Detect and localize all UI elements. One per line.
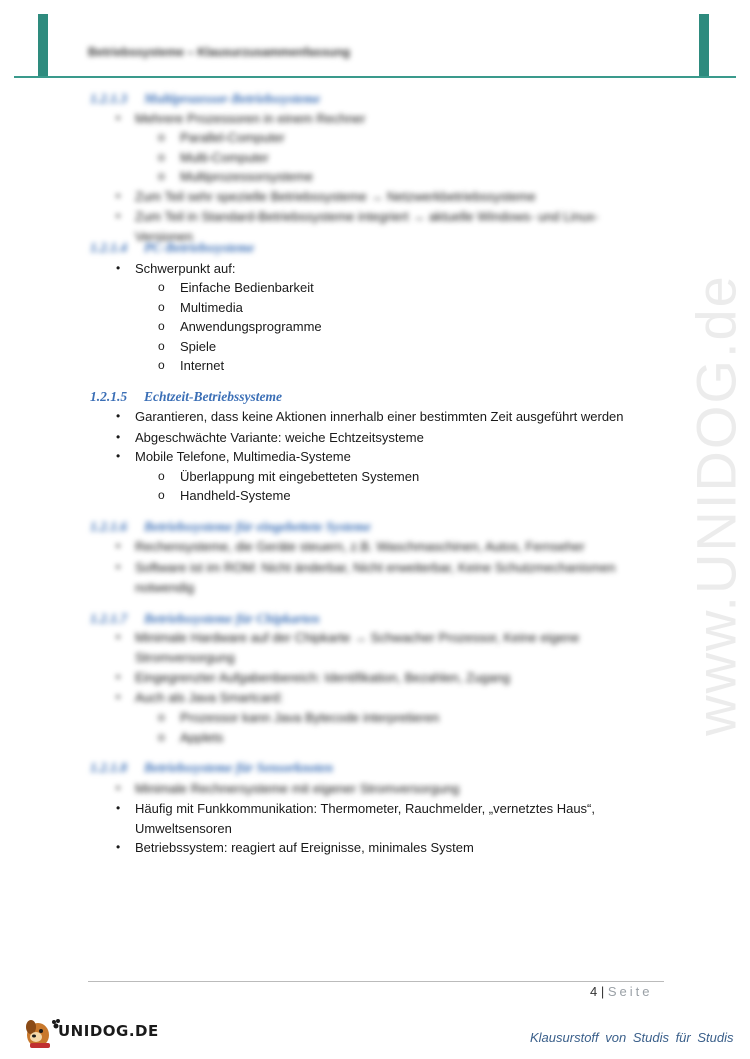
list-item: Häufig mit Funkkommunikation: Thermometer, Rauchmelder, „vernetztes Haus“, Umweltsensoren: [135, 801, 595, 836]
list-item: Einfache Bedienbarkeit: [180, 280, 314, 295]
bullet-icon: •: [116, 630, 121, 644]
list-item: Schwerpunkt auf:: [135, 261, 236, 276]
list-item: Minimale Rechnersysteme mit eigener Stromversorgung: [135, 781, 460, 796]
section-number: 1.2.1.7: [90, 611, 128, 626]
bullet-icon: •: [116, 189, 121, 203]
bullet-icon: •: [116, 261, 121, 275]
list-item: Betriebssystem: reagiert auf Ereignisse, minimales System: [135, 840, 474, 855]
header-accent-bar-right: [699, 14, 709, 78]
section-heading: [90, 240, 254, 256]
bullet-icon: •: [116, 209, 121, 223]
list-item: Parallel-Computer: [180, 130, 285, 145]
circle-bullet-icon: o: [158, 319, 165, 333]
page-number: [590, 984, 653, 999]
list-item: Anwendungsprogramme: [180, 319, 322, 334]
page-header-title: Betriebssysteme – Klausurzusammenfassung: [88, 45, 351, 59]
section-heading: [90, 611, 320, 627]
circle-bullet-icon: o: [158, 280, 165, 294]
list-item: Multi-Computer: [180, 150, 269, 165]
page-word: Seite: [607, 984, 653, 999]
circle-bullet-icon: o: [158, 710, 165, 724]
list-item: Software ist im ROM: Nicht änderbar, Nicht erweiterbar, Keine Schutzmechanismen notwendig: [135, 560, 616, 595]
list-item: Zum Teil sehr spezielle Betriebssysteme → Netzwerkbetriebssysteme: [135, 189, 536, 204]
list-item: Applets: [180, 730, 224, 745]
bullet-icon: •: [116, 840, 121, 854]
bullet-icon: •: [116, 690, 121, 704]
section-number: 1.2.1.8: [90, 760, 128, 775]
section-title: Betriebssysteme für Sensorknoten: [144, 760, 334, 775]
list-item: Internet: [180, 358, 225, 373]
circle-bullet-icon: o: [158, 130, 165, 144]
list-item: Minimale Hardware auf der Chipkarte → Schwacher Prozessor, Keine eigene Stromversorgung: [135, 630, 580, 665]
list-item: Mobile Telefone, Multimedia-Systeme: [135, 449, 351, 464]
list-item: Eingegrenzter Aufgabenbereich: Identifikation, Bezahlen, Zugang: [135, 670, 511, 685]
section-number: 1.2.1.6: [90, 519, 128, 534]
list-item: Überlappung mit eingebetteten Systemen: [180, 469, 420, 484]
bullet-icon: •: [116, 539, 121, 553]
footer-divider: [88, 981, 664, 982]
logo-text: UNIDOG.DE: [58, 1022, 159, 1040]
list-item: Multiprozessorsysteme: [180, 169, 313, 184]
circle-bullet-icon: o: [158, 469, 165, 483]
header-divider: [14, 76, 736, 78]
section-title: PC-Betriebssysteme: [144, 240, 255, 255]
section-number: 1.2.1.4: [90, 240, 128, 255]
section-title: Betriebssysteme für eingebettete Systeme: [144, 519, 371, 534]
section-heading: [90, 760, 333, 776]
circle-bullet-icon: o: [158, 169, 165, 183]
list-item: Prozessor kann Java Bytecode interpretieren: [180, 710, 440, 725]
header-accent-bar-left: [38, 14, 48, 78]
bullet-icon: •: [116, 430, 121, 444]
footer-tagline: Klausurstoff von Studis für Studis: [530, 1030, 734, 1045]
section-heading: [90, 91, 320, 107]
list-item: Garantieren, dass keine Aktionen innerhalb einer bestimmten Zeit ausgeführt werden: [135, 409, 624, 424]
section-heading: [90, 519, 371, 535]
circle-bullet-icon: o: [158, 339, 165, 353]
section-title: Echtzeit-Betriebssysteme: [144, 389, 282, 404]
list-item: Handheld-Systeme: [180, 488, 291, 503]
circle-bullet-icon: o: [158, 300, 165, 314]
bullet-icon: •: [116, 781, 121, 795]
circle-bullet-icon: o: [158, 488, 165, 502]
list-item: Spiele: [180, 339, 217, 354]
bullet-icon: •: [116, 670, 121, 684]
bullet-icon: •: [116, 111, 121, 125]
list-item: Multimedia: [180, 300, 243, 315]
section-number: 1.2.1.5: [90, 389, 128, 404]
section-title: Betriebssysteme für Chipkarten: [144, 611, 320, 626]
list-item: Auch als Java Smartcard:: [135, 690, 284, 705]
list-item: Mehrere Prozessoren in einem Rechner: [135, 111, 366, 126]
bullet-icon: •: [116, 409, 121, 423]
list-item: Zum Teil in Standard-Betriebssysteme integriert → aktuelle Windows- und Linux-Versionen: [135, 209, 599, 244]
circle-bullet-icon: o: [158, 150, 165, 164]
section-title: Multiprozessor-Betriebssysteme: [144, 91, 321, 106]
list-item: Rechensysteme, die Geräte steuern, z.B. Waschmaschinen, Autos, Fernseher: [135, 539, 585, 554]
list-item: Abgeschwächte Variante: weiche Echtzeitsysteme: [135, 430, 424, 445]
bullet-icon: •: [116, 560, 121, 574]
page-number-separator: |: [600, 984, 605, 999]
circle-bullet-icon: o: [158, 730, 165, 744]
section-heading: [90, 389, 282, 405]
circle-bullet-icon: o: [158, 358, 165, 372]
page-number-value: 4: [590, 984, 598, 999]
bullet-icon: •: [116, 449, 121, 463]
section-number: 1.2.1.3: [90, 91, 128, 106]
bullet-icon: •: [116, 801, 121, 815]
watermark: www.UNIDOG.de: [684, 274, 748, 736]
